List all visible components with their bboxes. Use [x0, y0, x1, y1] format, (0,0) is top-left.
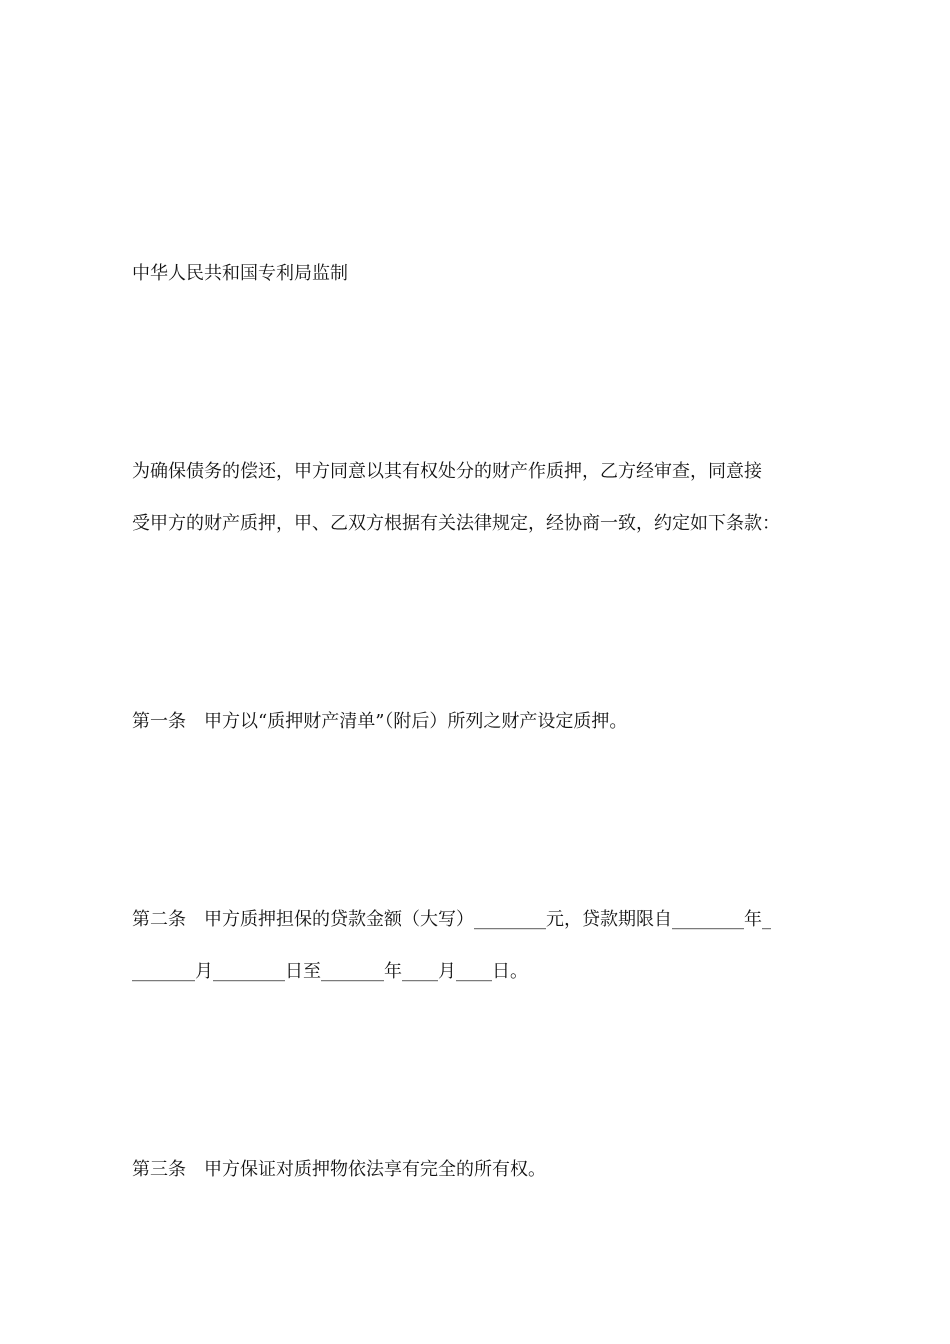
article-3: 第三条 甲方保证对质押物依法享有完全的所有权。	[132, 1159, 546, 1180]
article-1: 第一条 甲方以“质押财产清单”（附后）所列之财产设定质押。	[132, 711, 628, 732]
article-2-line-2: _______月________日至_______年____月____日。	[132, 961, 528, 982]
document-header: 中华人民共和国专利局监制	[132, 263, 348, 284]
intro-paragraph-line-2: 受甲方的财产质押，甲、乙双方根据有关法律规定，经协商一致，约定如下条款：	[132, 513, 780, 534]
intro-paragraph-line-1: 为确保债务的偿还，甲方同意以其有权处分的财产作质押，乙方经审查，同意接	[132, 461, 762, 482]
article-2-line-1: 第二条 甲方质押担保的贷款金额（大写）________元，贷款期限自________年_	[132, 909, 771, 930]
